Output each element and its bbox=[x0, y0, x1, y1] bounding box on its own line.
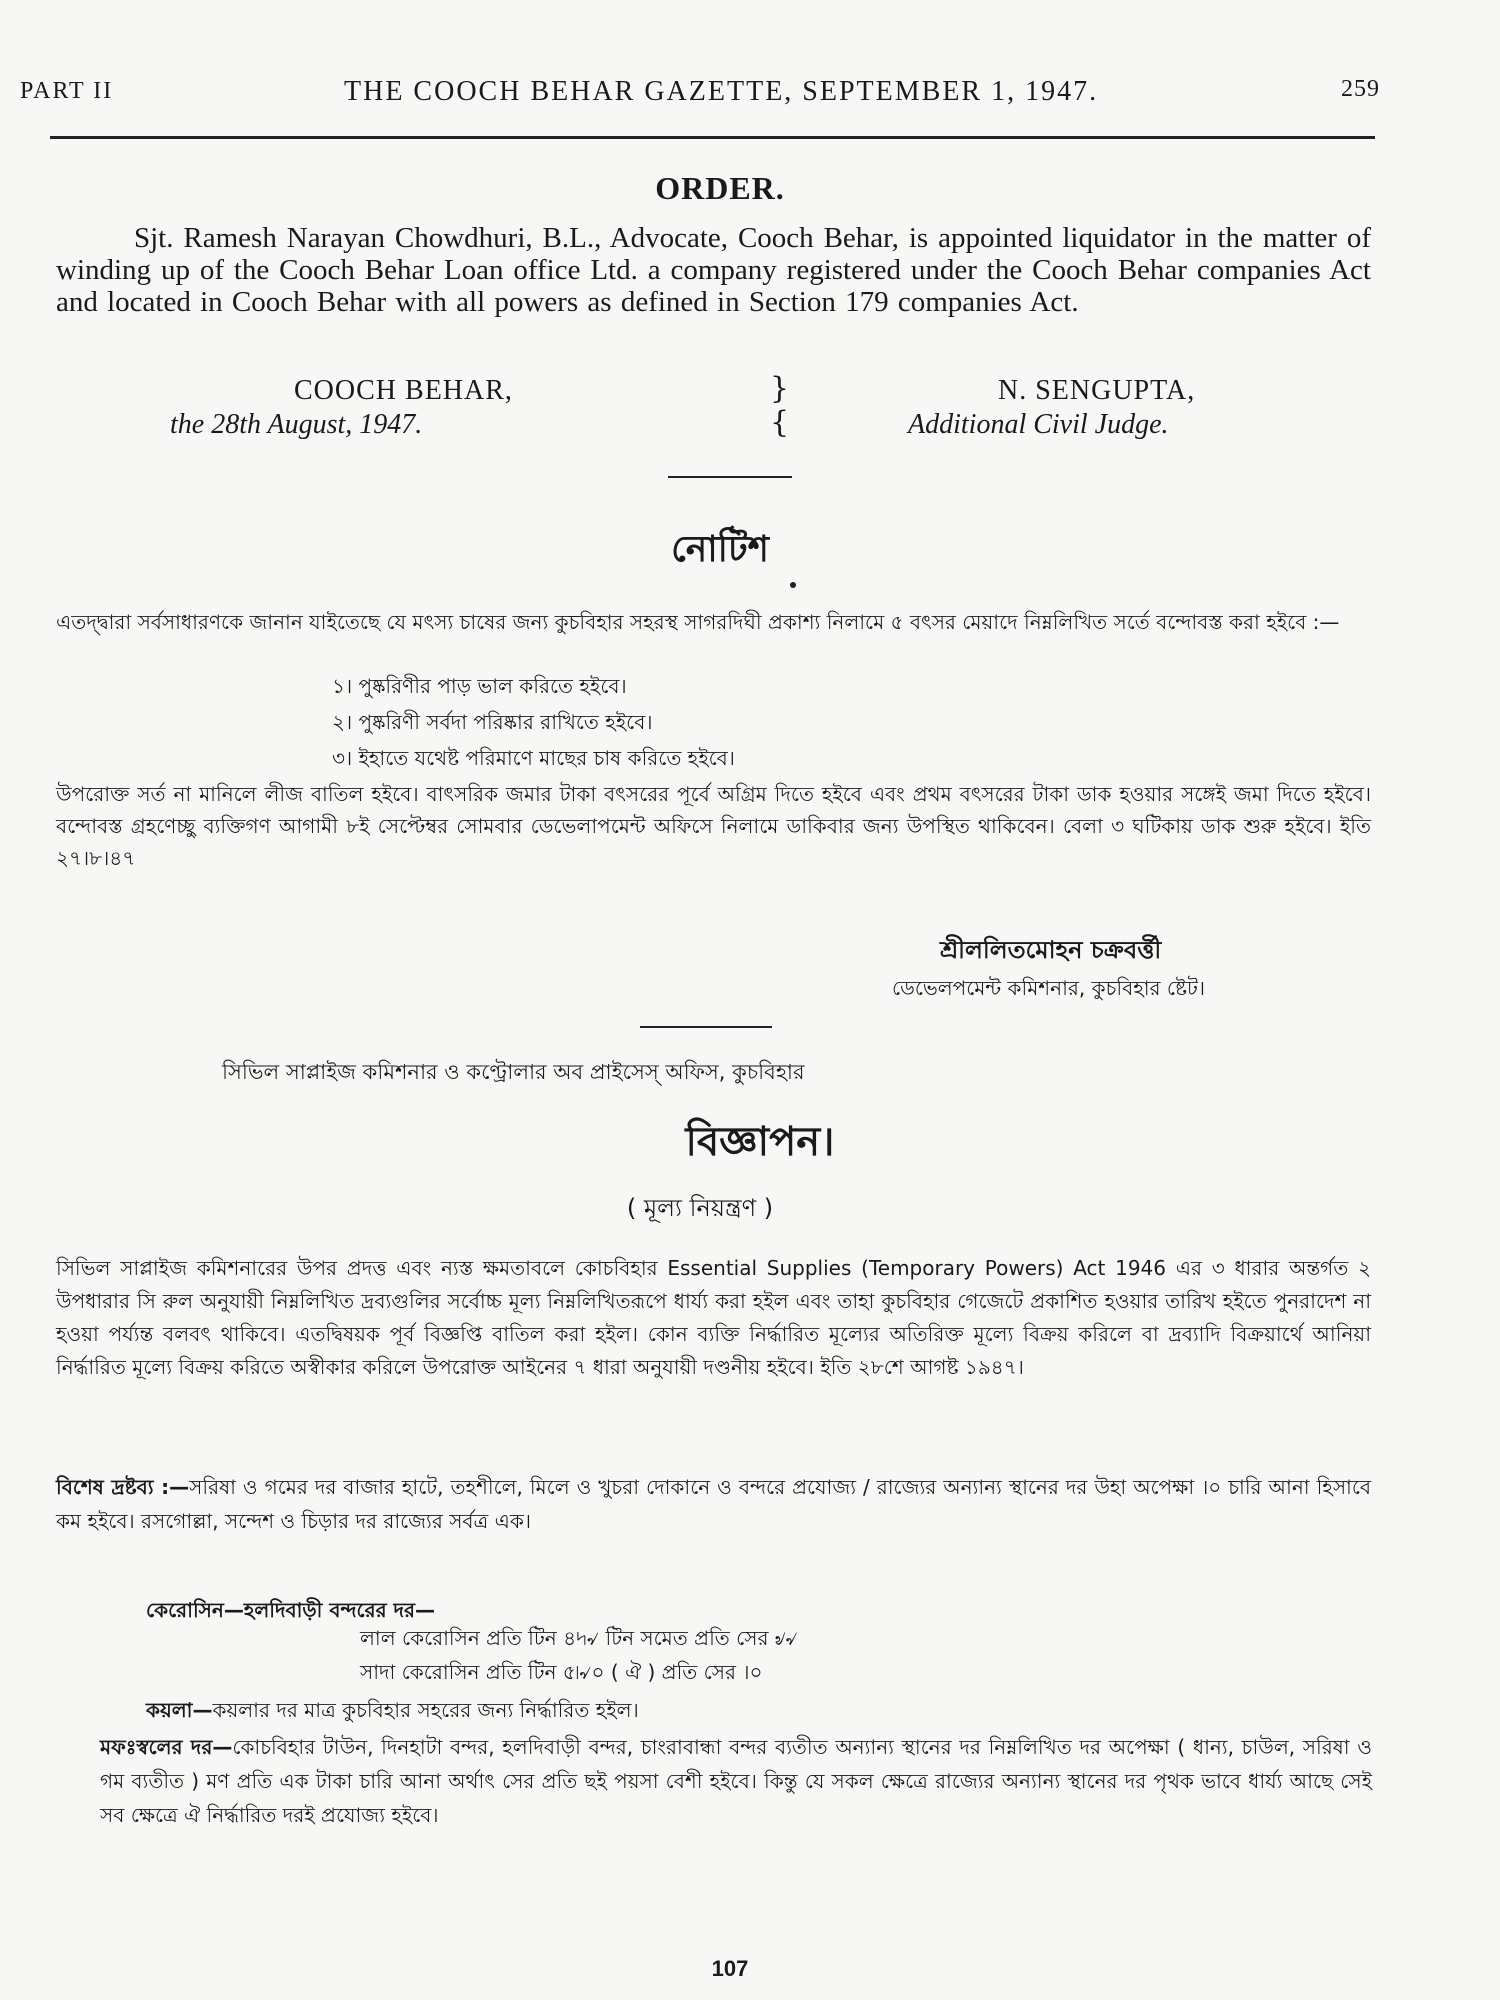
section-separator bbox=[668, 476, 792, 478]
part-label: PART II bbox=[20, 78, 114, 104]
order-title: ORDER. bbox=[655, 170, 785, 206]
advert-body: সিভিল সাপ্লাইজ কমিশনারের উপর প্রদত্ত এবং ন্যস্ত ক্ষমতাবলে কোচবিহার Essential Supplies (Temporary Powers) Act 1946 এর ৩ ধারার অন্তর্গত ২ উপধারার সি রুল অনুযায়ী নিম্নলিখিত দ্রব্যগুলির সর্বোচ্চ মূল্য নিম্নলিখিতরূপে ধার্য্য করা হইল এবং তাহা কুচবিহার গেজেটে প্রকাশিত হওয়ার তারিখ হইতে পুনরাদেশ না হওয়া পর্য্যন্ত বলবৎ থাকিবে। এতদ্বিষয়ক পূর্ব বিজ্ঞপ্তি বাতিল করা হইল। কোন ব্যক্তি নির্দ্ধারিত মূল্যের অতিরিক্ত মূল্যে বিক্রয় করিলে বা দ্রব্যাদি বিক্রয়ার্থে আনিয়া নির্দ্ধারিত মূল্যে বিক্রয় করিতে অস্বীকার করিলে উপরোক্ত আইনের ৭ ধারা অনুযায়ী দণ্ডনীয় হইবে। ইতি ২৮শে আগষ্ট ১৯৪৭। bbox=[56, 1256, 1371, 1379]
notice-signatory: শ্রীললিতমোহন চক্রবর্ত্তী bbox=[940, 936, 1162, 964]
order-place: COOCH BEHAR, bbox=[294, 375, 513, 406]
page-number: 259 bbox=[1341, 76, 1380, 102]
order-body: Sjt. Ramesh Narayan Chowdhuri, B.L., Advocate, Cooch Behar, is appointed liquidator in the matter of winding up of the Cooch Behar Loan office Ltd. a company registered under the Cooch Behar companies Act and located in Cooch Behar with all powers as defined in Section 179 companies Act. bbox=[56, 222, 1371, 318]
notice-body: উপরোক্ত সর্ত না মানিলে লীজ বাতিল হইবে। বাৎসরিক জমার টাকা বৎসরের পূর্বে অগ্রিম দিতে হইবে এবং প্রথম বৎসরের টাকা ডাক হওয়ার সঙ্গেই জমা দিতে হইবে। বন্দোবস্ত গ্রহণেচ্ছু ব্যক্তিগণ আগামী ৮ই সেপ্টেম্বর সোমবার ডেভেলাপমেন্ট অফিসে নিলামে ডাকিবার জন্য উপস্থিত থাকিবেন। বেলা ৩ ঘটিকায় ডাক শুরু হইবে। ইতি ২৭।৮।৪৭ bbox=[56, 782, 1371, 870]
notice-condition-3: ৩। ইহাতে যথেষ্ট পরিমাণে মাছের চাষ করিতে হইবে। bbox=[332, 746, 735, 770]
footer-page-number: 107 bbox=[711, 1956, 749, 1981]
special-note-text: সরিষা ও গমের দর বাজার হাটে, তহশীলে, মিলে ও খুচরা দোকানে ও বন্দরে প্রযোজ্য / রাজ্যের অন্যান্য স্থানের দর উহা অপেক্ষা ।০ চারি আনা হিসাবে কম হইবে। রসগোল্লা, সন্দেশ ও চিড়ার দর রাজ্যের সর্বত্র এক। bbox=[56, 1475, 1371, 1533]
notice-title: নোটিশ bbox=[671, 529, 769, 570]
mofussil-text: কোচবিহার টাউন, দিনহাটা বন্দর, হলদিবাড়ী বন্দর, চাংরাবান্ধা বন্দর ব্যতীত অন্যান্য স্থানের দর নিম্নলিখিত দর অপেক্ষা ( ধান্য, চাউল, সরিষা ও গম ব্যতীত ) মণ প্রতি এক টাকা চারি আনা অর্থাৎ সের প্রতি ছই পয়সা বেশী হইবে। কিন্তু যে সকল ক্ষেত্রে রাজ্যের অন্যান্য স্থানের দর পৃথক ভাবে ধার্য্য আছে সেই সব ক্ষেত্রে ঐ নির্দ্ধারিত দরই প্রযোজ্য হইবে। bbox=[100, 1735, 1373, 1827]
notice-intro: এতদ্দ্বারা সর্বসাধারণকে জানান যাইতেছে যে মৎস্য চাষের জন্য কুচবিহার সহরস্থ সাগরদিঘী প্রকাশ্য নিলামে ৫ বৎসর মেয়াদে নিম্নলিখিত সর্তে বন্দোবস্ত করা হইবে :— bbox=[56, 610, 1340, 634]
mofussil-note bbox=[100, 1730, 1372, 1832]
coal-label: কয়লা— bbox=[146, 1698, 213, 1722]
coal-text: কয়লার দর মাত্র কুচবিহার সহরের জন্য নির্দ্ধারিত হইল। bbox=[212, 1698, 639, 1722]
advert-title: বিজ্ঞাপন। bbox=[685, 1119, 835, 1165]
order-place-date bbox=[170, 374, 630, 442]
order-date: the 28th August, 1947. bbox=[170, 409, 423, 440]
header-rule bbox=[50, 136, 1375, 139]
advert-office: সিভিল সাপ্লাইজ কমিশনার ও কণ্ট্রোলার অব প্রাইসেস্ অফিস, কুচবিহার bbox=[222, 1060, 805, 1084]
notice-condition-1: ১। পুষ্করিণীর পাড় ভাল করিতে হইবে। bbox=[332, 674, 627, 698]
decorative-dot bbox=[790, 582, 796, 588]
kerosene-row-white: সাদা কেরোসিন প্রতি টিন ৫৷৵০ ( ঐ ) প্রতি সের ।০ bbox=[360, 1660, 763, 1684]
section-separator bbox=[640, 1026, 772, 1028]
page-header bbox=[20, 72, 1380, 112]
notice-designation: ডেভেলপমেন্ট কমিশনার, কুচবিহার ষ্টেট। bbox=[892, 976, 1206, 1000]
mofussil-label: মফঃস্বলের দর— bbox=[100, 1735, 233, 1759]
brace-mark: } { bbox=[770, 371, 790, 440]
order-signature bbox=[908, 374, 1378, 442]
coal-note bbox=[146, 1696, 639, 1724]
advert-special-note bbox=[56, 1470, 1371, 1538]
order-signatory: N. SENGUPTA, bbox=[998, 375, 1196, 406]
kerosene-heading: কেরোসিন—হলদিবাড়ী বন্দরের দর— bbox=[146, 1598, 436, 1622]
special-note-label: বিশেষ দ্রষ্টব্য :— bbox=[56, 1475, 190, 1499]
notice-condition-2: ২। পুষ্করিণী সর্বদা পরিষ্কার রাখিতে হইবে। bbox=[332, 710, 653, 734]
order-designation: Additional Civil Judge. bbox=[908, 409, 1169, 440]
advert-subtitle: ( মূল্য নিয়ন্ত্রণ ) bbox=[626, 1194, 774, 1222]
kerosene-row-red: লাল কেরোসিন প্রতি টিন ৪৸৵ টিন সমেত প্রতি সের ৶৵ bbox=[360, 1626, 798, 1650]
gazette-title: THE COOCH BEHAR GAZETTE, SEPTEMBER 1, 1947. bbox=[344, 76, 1099, 107]
